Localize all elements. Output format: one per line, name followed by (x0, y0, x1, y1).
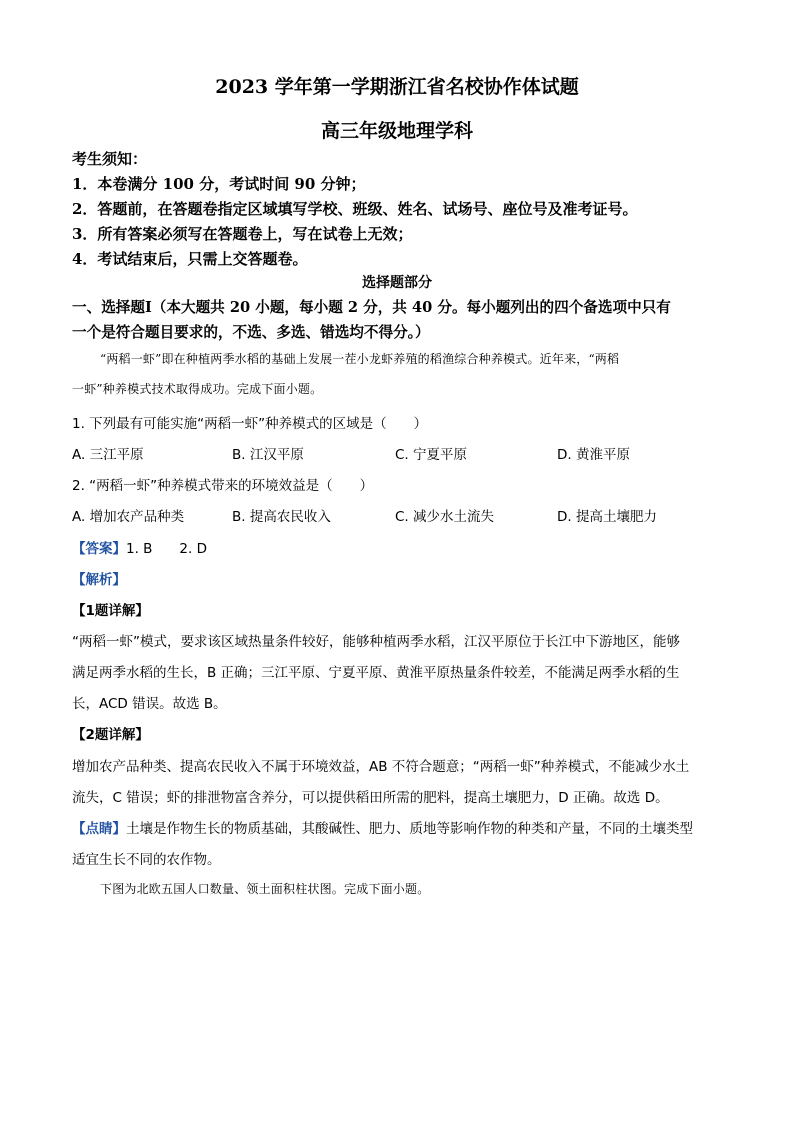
question-2-option-b: B. 提高农民收入 (232, 509, 331, 525)
detail1-line-3: 长，ACD 错误。故选 B。 (72, 696, 227, 712)
tip-text-1: 土壤是作物生长的物质基础，其酸碱性、肥力、质地等影响作物的种类和产量，不同的土壤类型 (126, 821, 693, 837)
detail1-line-1: “两稻一虾”模式，要求该区域热量条件较好，能够种植两季水稻，江汉平原位于长江中下游地区，能够 (72, 634, 680, 650)
notice-item-3: 3．所有答案必须写在答题卷上，写在试卷上无效； (72, 225, 413, 243)
exam-subtitle: 高三年级地理学科 (320, 120, 473, 142)
question-1-option-a: A. 三江平原 (72, 447, 144, 463)
answer-line (72, 537, 207, 557)
notice-heading: 考生须知： (72, 150, 148, 168)
passage1-line-2: 一虾”种养模式技术取得成功。完成下面小题。 (72, 382, 323, 396)
section-heading-line-1: 一、选择题Ⅰ（本大题共 20 小题，每小题 2 分，共 40 分。每小题列出的四个备选项中只有 (72, 299, 671, 316)
detail1-label: 【1题详解】 (72, 603, 149, 619)
question-1-stem: 1. 下列最有可能实施“两稻一虾”种养模式的区域是（ ） (72, 416, 428, 432)
question-2-option-c: C. 减少水土流失 (395, 509, 495, 525)
notice-item-4: 4．考试结束后，只需上交答题卷。 (72, 250, 308, 268)
question-1-option-b: B. 江汉平原 (232, 447, 304, 463)
detail2-line-2: 流失，C 错误；虾的排泄物富含养分，可以提供稻田所需的肥料，提高土壤肥力，D 正确。故选 D。 (72, 790, 669, 806)
analysis-label: 【解析】 (72, 572, 126, 588)
detail2-line-1: 增加农产品种类、提高农民收入不属于环境效益，AB 不符合题意；“两稻一虾”种养模式，不能减少水土 (72, 759, 690, 775)
tip-line-1 (72, 817, 693, 837)
passage1-line-1: “两稻一虾”即在种植两季水稻的基础上发展一茬小龙虾养殖的稻渔综合种养模式。近年来，“两稻 (100, 352, 620, 366)
section-heading-line-2: 一个是符合题目要求的，不选、多选、错选均不得分。） (72, 324, 430, 341)
detail2-label: 【2题详解】 (72, 727, 149, 743)
question-2-stem: 2. “两稻一虾”种养模式带来的环境效益是（ ） (72, 478, 374, 494)
passage2-line-1: 下图为北欧五国人口数量、领土面积柱状图。完成下面小题。 (100, 882, 430, 896)
question-2-option-d: D. 提高土壤肥力 (557, 509, 657, 525)
tip-line-2: 适宜生长不同的农作物。 (72, 852, 221, 868)
notice-item-2: 2．答题前，在答题卷指定区域填写学校、班级、姓名、试场号、座位号及准考证号。 (72, 200, 638, 218)
answer-label: 【答案】 (72, 541, 126, 557)
question-1-option-c: C. 宁夏平原 (395, 447, 468, 463)
question-1-option-d: D. 黄淮平原 (557, 447, 630, 463)
detail1-line-2: 满足两季水稻的生长，B 正确；三江平原、宁夏平原、黄淮平原热量条件较差，不能满足两季水稻的生 (72, 665, 680, 681)
notice-item-1: 1．本卷满分 100 分，考试时间 90 分钟； (72, 175, 366, 193)
section-title: 选择题部分 (362, 275, 432, 291)
exam-title: 2023 学年第一学期浙江省名校协作体试题 (215, 76, 579, 98)
question-2-option-a: A. 增加农产品种类 (72, 509, 185, 525)
answer-text: 1. B 2. D (126, 541, 207, 557)
tip-label: 【点睛】 (72, 821, 126, 837)
